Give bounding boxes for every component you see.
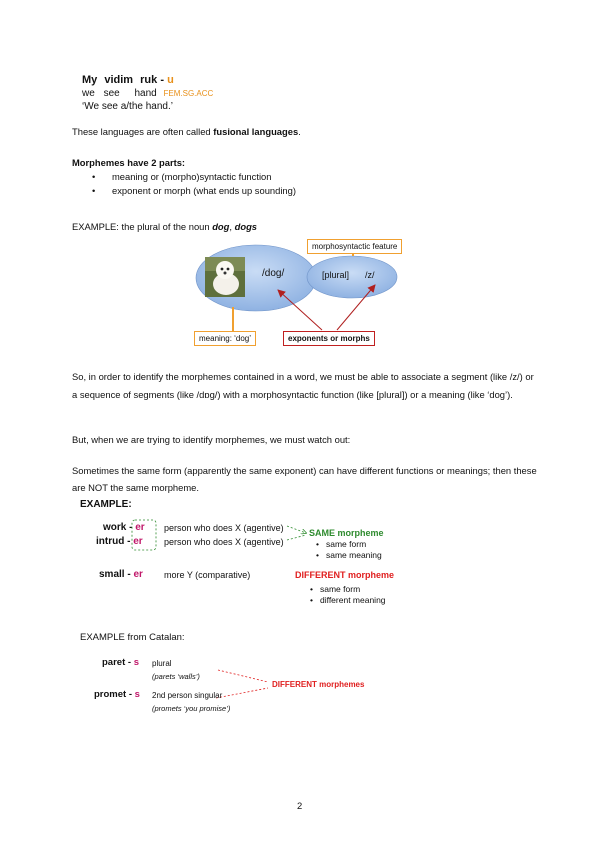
list-item: • same form — [316, 539, 382, 550]
morph-row-stem: intrud - er — [96, 536, 143, 547]
fusional-paragraph: These languages are often called fusional languages. — [72, 126, 301, 137]
gloss-word: hand — [134, 88, 157, 99]
list-item: • different meaning — [310, 595, 386, 606]
feature-label: morphosyntactic feature — [307, 239, 402, 254]
suffix-label: /z/ — [365, 270, 375, 280]
morph-row-stem: work - er — [103, 522, 145, 533]
example-dog-heading: EXAMPLE: the plural of the noun dog, dogs — [72, 221, 258, 232]
morph-row-desc: person who does X (agentive) — [164, 523, 284, 533]
same-morpheme-label: SAME morpheme — [309, 528, 384, 538]
different-morphemes-label: DIFFERENT morphemes — [272, 680, 365, 689]
gloss-translation: ‘We see a/the hand.’ — [82, 101, 173, 112]
morph-row-stem: promet - s — [94, 689, 140, 700]
same-morpheme-list — [316, 539, 382, 561]
different-morpheme-list — [310, 584, 386, 606]
stem-label: /dog/ — [262, 268, 285, 279]
morph-row-desc: 2nd person singular — [152, 691, 223, 700]
list-item: • same meaning — [316, 550, 382, 561]
morph-row-gloss: (promets ‘you promise’) — [152, 704, 231, 713]
different-morpheme-label: DIFFERENT morpheme — [295, 570, 395, 580]
gloss-dash: - — [160, 74, 164, 86]
morph-row-stem: small - er — [99, 569, 143, 580]
plural-label: [plural] — [322, 270, 350, 280]
list-item: • same form — [310, 584, 386, 595]
example-heading: EXAMPLE: — [80, 499, 132, 510]
catalan-example-heading: EXAMPLE from Catalan: — [80, 632, 185, 643]
morph-row-desc: person who does X (agentive) — [164, 537, 284, 547]
gloss-word: see — [103, 88, 120, 99]
meaning-label: meaning: ‘dog’ — [194, 331, 256, 346]
gloss-suffix: u — [167, 74, 174, 86]
morph-row-desc: plural — [152, 659, 172, 668]
list-item: • exponent or morph (what ends up sounding) — [92, 184, 296, 198]
paragraph: Sometimes the same form (apparently the same exponent) can have different functions or meanings; then these are NOT the same morpheme. — [72, 465, 537, 493]
list-item: • meaning or (morpho)syntactic function — [92, 170, 296, 184]
paragraph: But, when we are trying to identify morphemes, we must watch out: — [72, 434, 351, 445]
gloss-word: My — [82, 74, 98, 86]
exponents-label: exponents or morphs — [283, 331, 375, 346]
morphemes-heading: Morphemes have 2 parts: — [72, 157, 186, 168]
morph-row-desc: more Y (comparative) — [164, 570, 251, 580]
gloss-word: vidim — [104, 74, 134, 86]
gloss-word: ruk — [140, 74, 158, 86]
morph-row-stem: paret - s — [102, 657, 139, 668]
morph-row-gloss: (parets ‘walls’) — [152, 672, 200, 681]
gloss-tag: FEM.SG.ACC — [163, 89, 214, 98]
er-highlight-box — [132, 520, 156, 550]
paragraph: So, in order to identify the morphemes contained in a word, we must be able to associate a segment (like /z/) or a sequence of segments (like /dɒg/) with a morphosyntactic function (like [plural]) or a meaning (like ‘dog’). — [72, 371, 534, 400]
page-number: 2 — [297, 800, 303, 811]
gloss-word: we — [82, 88, 95, 99]
